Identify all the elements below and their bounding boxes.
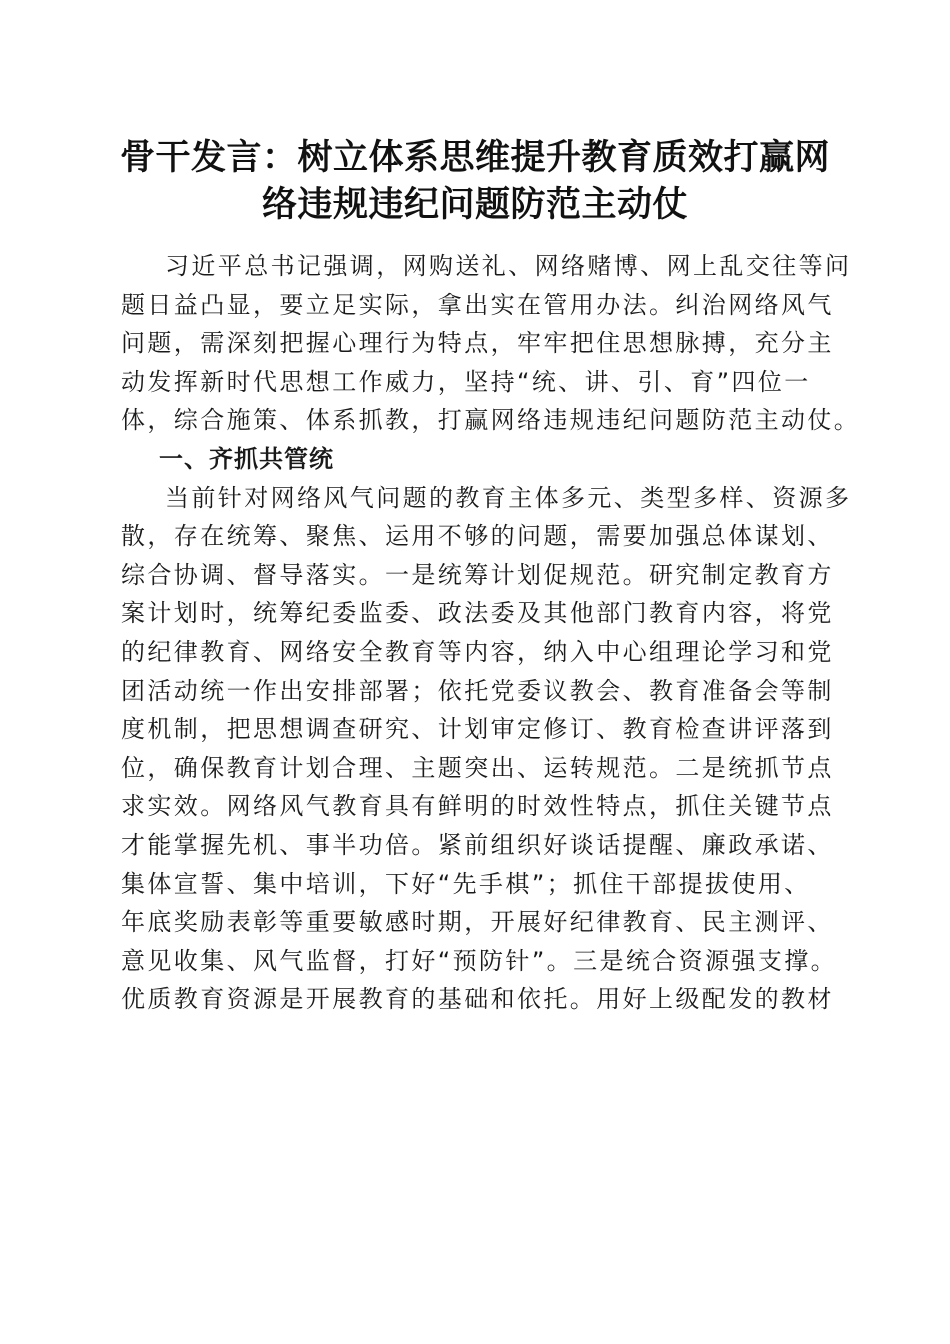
intro-paragraph-line: 体，综合施策、体系抓教，打赢网络违规违纪问题防范主动仗。 xyxy=(121,406,861,435)
section-paragraph-line: 意见收集、风气监督，打好“预防针”。三是统合资源强支撑。 xyxy=(121,946,838,975)
section-paragraph-line: 才能掌握先机、事半功倍。紧前组织好谈话提醒、廉政承诺、 xyxy=(121,830,834,859)
intro-paragraph-line: 习近平总书记强调，网购送礼、网络赌博、网上乱交往等问 xyxy=(165,252,852,280)
title-line: 骨干发言：树立体系思维提升教育质效打赢网 xyxy=(119,137,830,178)
intro-paragraph-line: 题日益凸显，要立足实际，拿出实在管用办法。纠治网络风气 xyxy=(121,290,834,319)
section-paragraph-line: 求实效。网络风气教育具有鲜明的时效性特点，抓住关键节点 xyxy=(121,792,834,821)
section-paragraph-line: 度机制，把思想调查研究、计划审定修订、教育检查讲评落到 xyxy=(121,715,834,744)
document-title xyxy=(110,134,840,228)
intro-paragraph-line: 问题，需深刻把握心理行为特点，牢牢把住思想脉搏，充分主 xyxy=(121,329,834,358)
section-paragraph-line: 位，确保教育计划合理、主题突出、运转规范。二是统抓节点 xyxy=(121,753,834,782)
section-paragraph-line: 团活动统一作出安排部署；依托党委议教会、教育准备会等制 xyxy=(121,676,834,705)
section-paragraph-line: 优质教育资源是开展教育的基础和依托。用好上级配发的教材 xyxy=(121,985,834,1014)
section-paragraph-line: 集体宣誓、集中培训，下好“先手棋”；抓住干部提拔使用、 xyxy=(121,869,811,898)
title-line: 络违规违纪问题防范主动仗 xyxy=(261,184,688,225)
section-heading: 一、齐抓共管统 xyxy=(159,444,334,473)
section-paragraph-line: 的纪律教育、网络安全教育等内容，纳入中心组理论学习和党 xyxy=(121,637,834,666)
section-paragraph-line: 年底奖励表彰等重要敏感时期，开展好纪律教育、民主测评、 xyxy=(121,908,834,937)
section-paragraph-line: 当前针对网络风气问题的教育主体多元、类型多样、资源多 xyxy=(165,483,852,512)
section-paragraph-line: 散，存在统筹、聚焦、运用不够的问题，需要加强总体谋划、 xyxy=(121,522,834,551)
section-paragraph-line: 综合协调、督导落实。一是统筹计划促规范。研究制定教育方 xyxy=(121,560,834,589)
section-paragraph-line: 案计划时，统筹纪委监委、政法委及其他部门教育内容，将党 xyxy=(121,599,834,628)
intro-paragraph-line: 动发挥新时代思想工作威力，坚持“统、讲、引、育”四位一 xyxy=(121,367,811,396)
document-body xyxy=(121,247,861,1019)
